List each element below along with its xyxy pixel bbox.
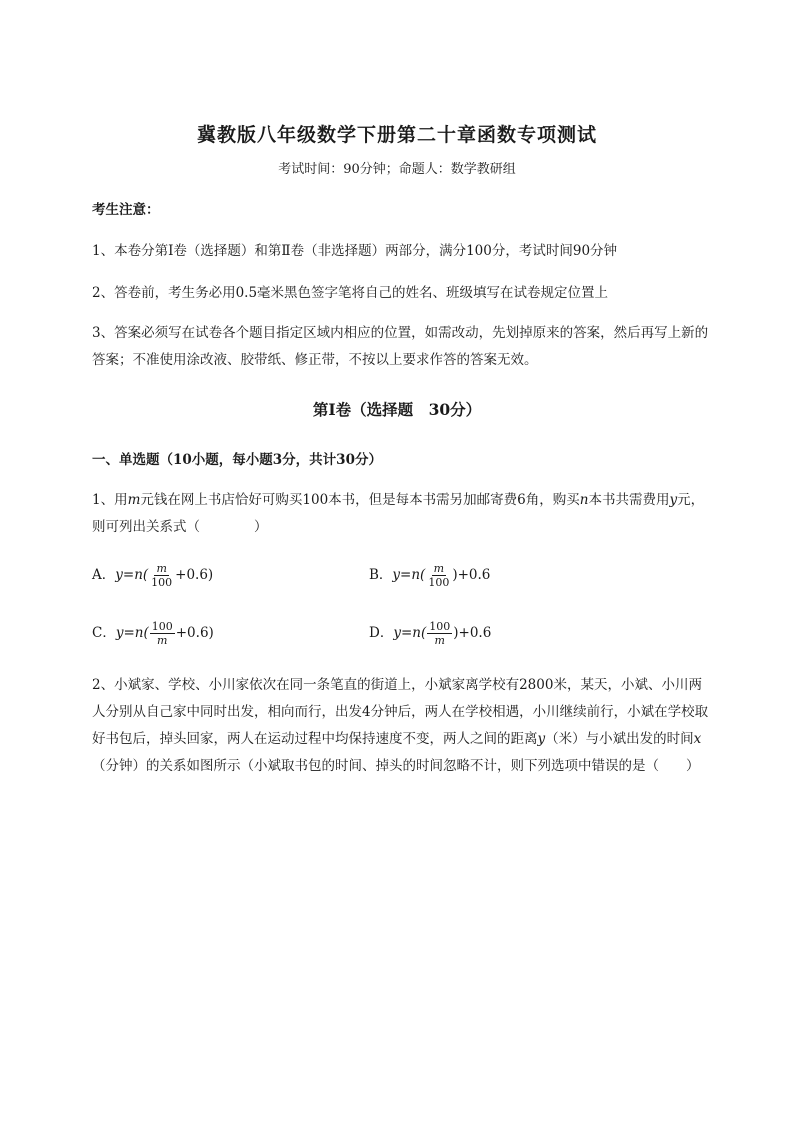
q2-text-c: （分钟）的关系如图所示（小斌取书包的时间、掉头的时间忽略不计，则下列选项中错误的是（ ） — [92, 758, 700, 774]
notice-heading: 考生注意： — [92, 202, 160, 218]
option-d-fraction — [427, 620, 452, 647]
option-d-denominator: m — [434, 634, 445, 647]
question-2 — [92, 672, 712, 780]
notice-item-2: 2、答卷前，考生务必用0.5毫米黑色签字笔将自己的姓名、班级填写在试卷规定位置上 — [92, 285, 609, 301]
q2-var-y: y — [537, 731, 546, 747]
option-a-rhs: +0.6) — [175, 567, 214, 583]
notice-item-3: 3、答案必须写在试卷各个题目指定区域内相应的位置，如需改动，先划掉原来的答案，然后再写上新的答案；不准使用涂改液、胶带纸、修正带，不按以上要求作答的答案无效。 — [92, 325, 709, 368]
q1-option-d[interactable] — [369, 620, 491, 647]
q1-option-a[interactable] — [92, 562, 213, 589]
q1-var-m: m — [127, 492, 141, 508]
question-1 — [92, 487, 712, 541]
notice-item-1: 1、本卷分第I卷（选择题）和第Ⅱ卷（非选择题）两部分，满分100分，考试时间90分钟 — [92, 243, 618, 259]
q1-var-y: y — [669, 492, 678, 508]
option-b-label: B． — [369, 567, 393, 583]
q1-text-c: 元，则可列出关系式（ ） — [92, 492, 705, 535]
option-b-denominator: 100 — [428, 576, 450, 589]
option-c-numerator: 100 — [151, 620, 173, 633]
q1-text-a: 元钱在网上书店恰好可购买100本书，但是每本书需另加邮寄费6角，购买 — [140, 492, 580, 508]
option-a-fraction — [149, 562, 174, 589]
q1-option-c[interactable] — [92, 620, 214, 647]
option-a-lhs: y=n( — [115, 567, 149, 583]
option-b-numerator: m — [433, 562, 445, 575]
option-c-denominator: m — [157, 634, 168, 647]
option-c-rhs: +0.6) — [175, 625, 214, 641]
option-d-numerator: 100 — [429, 620, 451, 633]
option-c-label: C． — [92, 625, 116, 641]
part-heading: 一、单选题（10小题，每小题3分，共计30分） — [92, 452, 382, 468]
section-title: 第I卷（选择题 30分） — [312, 400, 482, 419]
option-b-lhs: y=n( — [392, 567, 426, 583]
q1-prefix: 1、用 — [92, 492, 128, 508]
page-title: 冀教版八年级数学下册第二十章函数专项测试 — [196, 124, 597, 146]
q2-text-b: （米）与小斌出发的时间 — [545, 731, 694, 747]
option-a-label: A． — [92, 567, 116, 583]
option-b-fraction — [426, 562, 451, 589]
page-subtitle: 考试时间：90分钟；命题人：数学教研组 — [278, 162, 516, 177]
option-d-label: D． — [369, 625, 394, 641]
q2-text-a: 2、小斌家、学校、小川家依次在同一条笔直的街道上，小斌家离学校有2800米，某天，小斌、小川两人分别从自己家中同时出发，相向而行，出发4分钟后，两人在学校相遇，小川继续前行，小斌在学校取好书包后，掉头回家，两人在运动过程中均保持速度不变，两人之间的距离 — [92, 677, 709, 747]
option-a-denominator: 100 — [151, 576, 173, 589]
option-b-rhs: )+0.6 — [452, 567, 491, 583]
option-c-fraction — [150, 620, 175, 647]
option-d-lhs: y=n( — [393, 625, 427, 641]
q1-option-b[interactable] — [369, 562, 490, 589]
option-d-rhs: )+0.6 — [453, 625, 492, 641]
option-c-lhs: y=n( — [115, 625, 149, 641]
option-a-numerator: m — [156, 562, 167, 575]
q1-var-n: n — [579, 492, 589, 508]
q2-var-x: x — [693, 731, 702, 747]
q1-text-b: 本书共需费用 — [588, 492, 670, 508]
